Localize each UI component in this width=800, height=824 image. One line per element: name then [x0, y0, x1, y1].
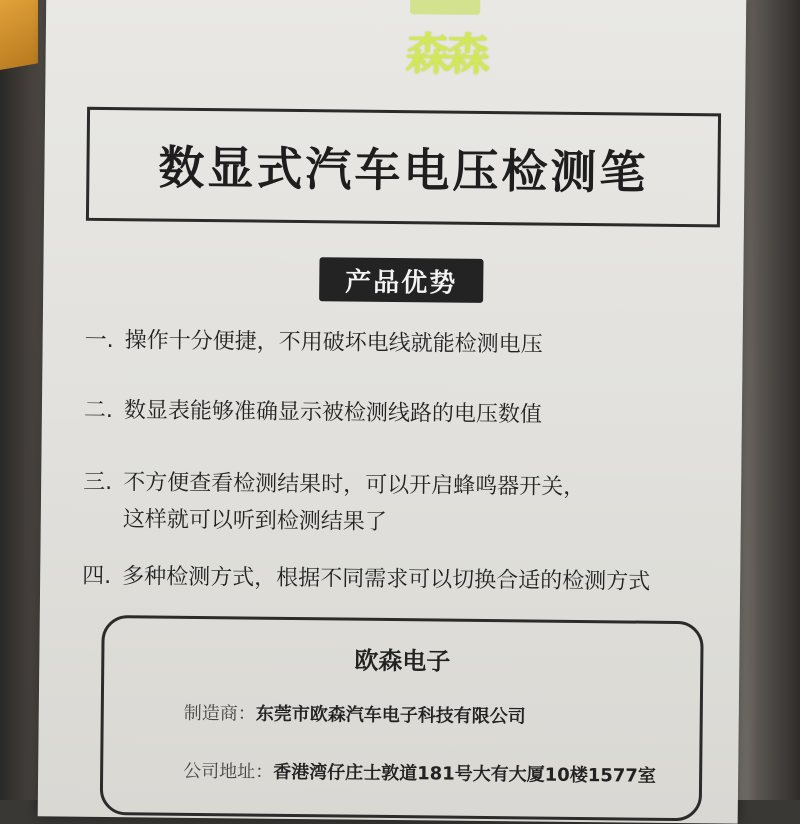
page-title: 数显式汽车电压检测笔	[158, 140, 649, 200]
advantages-badge: 产品优势	[319, 257, 483, 303]
paper-card	[38, 0, 747, 824]
address-line	[183, 757, 656, 788]
advantage-text: 不方便查看检测结果时，可以开启蜂鸣器开关，	[123, 470, 586, 501]
advantages-list	[82, 323, 745, 595]
manufacturer-value: 东莞市欧森汽车电子科技有限公司	[255, 703, 526, 728]
advantage-number: 三.	[83, 469, 113, 496]
manufacturer-label: 制造商：	[183, 702, 256, 725]
advantage-text: 数显表能够准确显示被检测线路的电压数值	[123, 398, 543, 428]
advantage-item-2	[84, 393, 542, 429]
advantage-text: 操作十分便捷，不用破坏电线就能检测电压	[124, 328, 543, 358]
advantage-number: 四.	[82, 563, 112, 590]
company-name: 欧森电子	[354, 646, 451, 676]
advantage-item-3	[83, 465, 586, 538]
address-value: 香港湾仔庄士敦道181号大有大厦10楼1577室	[273, 761, 656, 787]
manufacturer-line	[184, 699, 526, 729]
advantage-text: 多种检测方式，根据不同需求可以切换合适的检测方式	[122, 564, 651, 595]
title-box	[86, 107, 721, 228]
advantage-number: 二.	[83, 397, 114, 424]
advantage-item-1	[85, 323, 543, 359]
advantage-item-4	[82, 559, 650, 596]
logo-mark	[410, 0, 480, 15]
logo-text: 森森	[405, 29, 486, 81]
advantage-text-continued: 这样就可以听到检测结果了	[122, 507, 387, 535]
logo	[355, 0, 486, 91]
address-label: 公司地址：	[183, 760, 274, 783]
background-orange-object	[0, 0, 38, 70]
company-info-box	[100, 615, 704, 821]
advantage-number: 一.	[84, 327, 114, 354]
